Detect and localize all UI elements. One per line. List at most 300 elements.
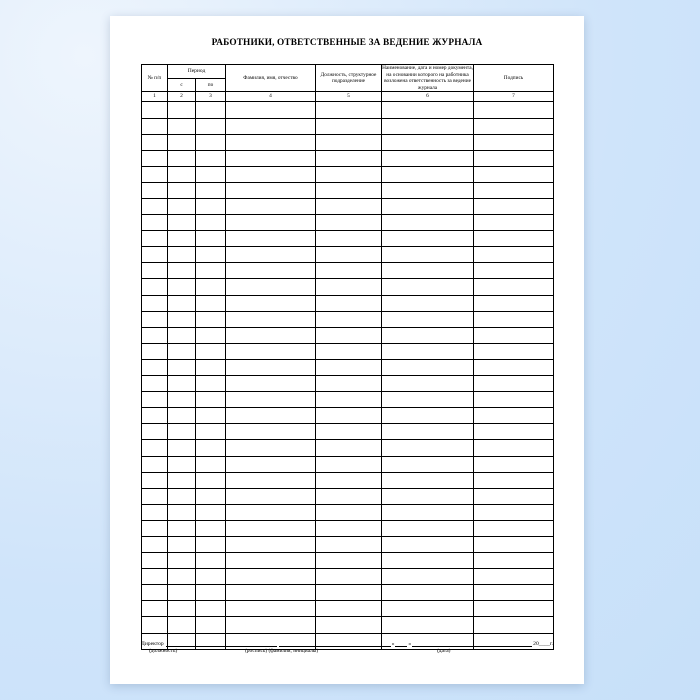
table-cell[interactable] — [196, 569, 226, 585]
table-cell[interactable] — [196, 376, 226, 392]
table-cell[interactable] — [474, 102, 554, 118]
table-cell[interactable] — [226, 279, 316, 295]
table-cell[interactable] — [168, 520, 196, 536]
table-cell[interactable] — [316, 456, 382, 472]
table-cell[interactable] — [226, 182, 316, 198]
table-cell[interactable] — [226, 617, 316, 633]
table-row — [142, 231, 554, 247]
table-cell[interactable] — [196, 488, 226, 504]
table-cell[interactable] — [168, 392, 196, 408]
table-cell[interactable] — [474, 408, 554, 424]
table-cell[interactable] — [142, 408, 168, 424]
table-cell[interactable] — [168, 424, 196, 440]
table-cell[interactable] — [226, 311, 316, 327]
header-row-top — [142, 65, 554, 79]
column-number-2: 2 — [168, 92, 196, 102]
table-cell[interactable] — [226, 215, 316, 231]
table-cell[interactable] — [316, 134, 382, 150]
director-line — [141, 640, 553, 647]
table-cell[interactable] — [226, 456, 316, 472]
table-cell[interactable] — [142, 182, 168, 198]
table-cell[interactable] — [474, 263, 554, 279]
table-cell[interactable] — [196, 199, 226, 215]
table-cell[interactable] — [168, 102, 196, 118]
table-cell[interactable] — [474, 343, 554, 359]
header-cell-signature: Подпись — [474, 65, 554, 92]
table-cell[interactable] — [382, 327, 474, 343]
table-cell[interactable] — [142, 134, 168, 150]
table-cell[interactable] — [196, 263, 226, 279]
table-cell[interactable] — [196, 247, 226, 263]
table-cell[interactable] — [382, 617, 474, 633]
table-row — [142, 488, 554, 504]
table-cell[interactable] — [316, 247, 382, 263]
table-cell[interactable] — [316, 295, 382, 311]
table-cell[interactable] — [226, 150, 316, 166]
table-row — [142, 408, 554, 424]
table-cell[interactable] — [316, 199, 382, 215]
table-row — [142, 247, 554, 263]
table-cell[interactable] — [382, 376, 474, 392]
table-row — [142, 359, 554, 375]
table-cell[interactable] — [226, 102, 316, 118]
table-cell[interactable] — [226, 601, 316, 617]
table-cell[interactable] — [142, 569, 168, 585]
table-cell[interactable] — [168, 311, 196, 327]
table-cell[interactable] — [142, 150, 168, 166]
table-cell[interactable] — [196, 520, 226, 536]
table-cell[interactable] — [168, 295, 196, 311]
table-cell[interactable] — [316, 601, 382, 617]
table-cell[interactable] — [226, 359, 316, 375]
table-cell[interactable] — [226, 504, 316, 520]
table-cell[interactable] — [382, 488, 474, 504]
table-cell[interactable] — [196, 231, 226, 247]
table-row — [142, 327, 554, 343]
table-row — [142, 199, 554, 215]
header-cell-fullname: Фамилия, имя, отчество — [226, 65, 316, 92]
table-cell[interactable] — [382, 553, 474, 569]
table-cell[interactable] — [142, 440, 168, 456]
table-cell[interactable] — [316, 424, 382, 440]
table-cell[interactable] — [316, 553, 382, 569]
table-cell[interactable] — [196, 102, 226, 118]
table-cell[interactable] — [168, 504, 196, 520]
column-number-7: 7 — [474, 92, 554, 102]
table-cell[interactable] — [226, 166, 316, 182]
table-cell[interactable] — [226, 488, 316, 504]
table-cell[interactable] — [196, 585, 226, 601]
table-cell[interactable] — [474, 327, 554, 343]
table-cell[interactable] — [168, 343, 196, 359]
table-cell[interactable] — [196, 456, 226, 472]
table-row — [142, 392, 554, 408]
table-row — [142, 553, 554, 569]
table-cell[interactable] — [196, 553, 226, 569]
director-position-rule — [166, 640, 277, 647]
table-cell[interactable] — [316, 166, 382, 182]
table-row — [142, 343, 554, 359]
table-cell[interactable] — [316, 279, 382, 295]
table-cell[interactable] — [382, 231, 474, 247]
table-cell[interactable] — [196, 359, 226, 375]
table-cell[interactable] — [196, 215, 226, 231]
table-cell[interactable] — [382, 247, 474, 263]
table-row — [142, 311, 554, 327]
table-cell[interactable] — [316, 536, 382, 552]
table-cell[interactable] — [226, 327, 316, 343]
table-cell[interactable] — [196, 617, 226, 633]
table-cell[interactable] — [142, 536, 168, 552]
table-cell[interactable] — [382, 118, 474, 134]
table-cell[interactable] — [196, 311, 226, 327]
table-cell[interactable] — [196, 150, 226, 166]
table-row — [142, 295, 554, 311]
table-row — [142, 263, 554, 279]
table-cell[interactable] — [196, 472, 226, 488]
table-row — [142, 182, 554, 198]
table-cell[interactable] — [168, 617, 196, 633]
table-cell[interactable] — [142, 311, 168, 327]
table-cell[interactable] — [382, 601, 474, 617]
table-row — [142, 472, 554, 488]
table-cell[interactable] — [226, 295, 316, 311]
table-cell[interactable] — [226, 263, 316, 279]
column-number-5: 5 — [316, 92, 382, 102]
table-cell[interactable] — [474, 134, 554, 150]
table-cell[interactable] — [142, 617, 168, 633]
table-row — [142, 166, 554, 182]
table-cell[interactable] — [142, 520, 168, 536]
caption-signature: (роспись) (фамилия, инициалы) — [245, 648, 319, 654]
table-cell[interactable] — [196, 327, 226, 343]
table-cell[interactable] — [474, 617, 554, 633]
table-cell[interactable] — [382, 150, 474, 166]
table-cell[interactable] — [168, 247, 196, 263]
table-cell[interactable] — [316, 263, 382, 279]
table-cell[interactable] — [474, 215, 554, 231]
table-cell[interactable] — [226, 472, 316, 488]
table-cell[interactable] — [474, 392, 554, 408]
table-cell[interactable] — [316, 215, 382, 231]
table-row — [142, 376, 554, 392]
header-row-numbers — [142, 92, 554, 102]
table-cell[interactable] — [382, 295, 474, 311]
table-cell[interactable] — [142, 263, 168, 279]
table-row — [142, 569, 554, 585]
table-cell[interactable] — [142, 166, 168, 182]
table-cell[interactable] — [168, 536, 196, 552]
header-cell-position: Должность, структурное подразделение — [316, 65, 382, 92]
header-cell-period-from: с — [168, 78, 196, 91]
table-cell[interactable] — [142, 488, 168, 504]
table-cell[interactable] — [316, 102, 382, 118]
table-cell[interactable] — [196, 118, 226, 134]
table-cell[interactable] — [316, 359, 382, 375]
table-row — [142, 134, 554, 150]
table-cell[interactable] — [168, 440, 196, 456]
date-day-rule — [395, 640, 407, 647]
table-row — [142, 601, 554, 617]
table-cell[interactable] — [474, 585, 554, 601]
table-cell[interactable] — [226, 199, 316, 215]
table-cell[interactable] — [196, 166, 226, 182]
table-cell[interactable] — [316, 343, 382, 359]
table-cell[interactable] — [474, 150, 554, 166]
table-row — [142, 279, 554, 295]
director-signature-rule — [279, 640, 390, 647]
table-cell[interactable] — [474, 231, 554, 247]
table-cell[interactable] — [474, 472, 554, 488]
column-number-1: 1 — [142, 92, 168, 102]
table-cell[interactable] — [316, 569, 382, 585]
page-title: РАБОТНИКИ, ОТВЕТСТВЕННЫЕ ЗА ВЕДЕНИЕ ЖУРНАЛА — [211, 38, 483, 48]
table-row — [142, 585, 554, 601]
table-cell[interactable] — [226, 440, 316, 456]
table-cell[interactable] — [474, 440, 554, 456]
table-cell[interactable] — [474, 279, 554, 295]
table-cell[interactable] — [226, 343, 316, 359]
table-row — [142, 424, 554, 440]
table-cell[interactable] — [226, 520, 316, 536]
table-row — [142, 504, 554, 520]
table-cell[interactable] — [196, 408, 226, 424]
table-row — [142, 440, 554, 456]
table-cell[interactable] — [316, 472, 382, 488]
header-cell-document: Наименование, дата и номер документа, на основании которого на работника возложена ответственность за ведение журнала — [382, 65, 473, 91]
table-cell[interactable] — [142, 199, 168, 215]
table-cell[interactable] — [168, 569, 196, 585]
table-cell[interactable] — [474, 424, 554, 440]
table-cell[interactable] — [382, 102, 474, 118]
table-header — [142, 65, 554, 102]
table-cell[interactable] — [316, 520, 382, 536]
table-cell[interactable] — [226, 553, 316, 569]
table-cell[interactable] — [316, 327, 382, 343]
table-cell[interactable] — [168, 150, 196, 166]
table-cell[interactable] — [382, 134, 474, 150]
table-cell[interactable] — [168, 118, 196, 134]
table-cell[interactable] — [168, 488, 196, 504]
table-cell[interactable] — [382, 199, 474, 215]
table-row — [142, 215, 554, 231]
table-cell[interactable] — [168, 585, 196, 601]
table-cell[interactable] — [474, 295, 554, 311]
table-row — [142, 456, 554, 472]
table-cell[interactable] — [168, 263, 196, 279]
table-cell[interactable] — [226, 247, 316, 263]
signature-footer — [141, 640, 553, 658]
table-cell[interactable] — [316, 376, 382, 392]
table-cell[interactable] — [196, 424, 226, 440]
table-cell[interactable] — [168, 215, 196, 231]
table-cell[interactable] — [382, 279, 474, 295]
table-cell[interactable] — [196, 601, 226, 617]
caption-position: (должность) — [149, 648, 178, 654]
table-cell[interactable] — [474, 118, 554, 134]
table-cell[interactable] — [226, 231, 316, 247]
table-cell[interactable] — [226, 569, 316, 585]
table-cell[interactable] — [168, 553, 196, 569]
table-cell[interactable] — [474, 311, 554, 327]
table-cell[interactable] — [382, 456, 474, 472]
table-cell[interactable] — [316, 504, 382, 520]
table-cell[interactable] — [168, 472, 196, 488]
table-cell[interactable] — [196, 392, 226, 408]
column-number-6: 6 — [382, 92, 474, 102]
table-cell[interactable] — [168, 359, 196, 375]
director-label: Директор — [141, 641, 164, 647]
table-cell[interactable] — [316, 440, 382, 456]
table-cell[interactable] — [316, 585, 382, 601]
table-cell[interactable] — [168, 231, 196, 247]
table-cell[interactable] — [142, 102, 168, 118]
table-cell[interactable] — [474, 247, 554, 263]
table-cell[interactable] — [382, 359, 474, 375]
table-cell[interactable] — [316, 118, 382, 134]
table-cell[interactable] — [382, 182, 474, 198]
table-cell[interactable] — [382, 392, 474, 408]
table-body — [142, 102, 554, 649]
table-cell[interactable] — [474, 536, 554, 552]
table-cell[interactable] — [226, 376, 316, 392]
table-cell[interactable] — [196, 279, 226, 295]
table-cell[interactable] — [196, 440, 226, 456]
table-cell[interactable] — [168, 134, 196, 150]
table-cell[interactable] — [142, 472, 168, 488]
table-cell[interactable] — [142, 456, 168, 472]
table-row — [142, 118, 554, 134]
table-row — [142, 536, 554, 552]
table-row — [142, 102, 554, 118]
table-cell[interactable] — [382, 166, 474, 182]
column-number-3: 3 — [196, 92, 226, 102]
table-cell[interactable] — [168, 327, 196, 343]
table-cell[interactable] — [474, 488, 554, 504]
date-month-rule — [412, 640, 532, 647]
table-cell[interactable] — [142, 376, 168, 392]
table-cell[interactable] — [382, 215, 474, 231]
document-page — [110, 16, 584, 684]
table-cell[interactable] — [168, 166, 196, 182]
table-cell[interactable] — [382, 585, 474, 601]
footer-captions — [141, 648, 553, 658]
table-cell[interactable] — [142, 215, 168, 231]
column-number-4: 4 — [226, 92, 316, 102]
table-cell[interactable] — [316, 311, 382, 327]
table-cell[interactable] — [226, 585, 316, 601]
table-cell[interactable] — [142, 601, 168, 617]
table-cell[interactable] — [226, 408, 316, 424]
table-cell[interactable] — [382, 504, 474, 520]
table-cell[interactable] — [142, 585, 168, 601]
table-cell[interactable] — [226, 424, 316, 440]
table-cell[interactable] — [382, 472, 474, 488]
table-cell[interactable] — [316, 617, 382, 633]
table-cell[interactable] — [474, 504, 554, 520]
table-row — [142, 520, 554, 536]
caption-date: (дата) — [437, 648, 451, 654]
header-cell-period-group: Период — [168, 65, 226, 79]
table-cell[interactable] — [382, 263, 474, 279]
table-cell[interactable] — [168, 182, 196, 198]
table-cell[interactable] — [196, 182, 226, 198]
table-cell[interactable] — [142, 359, 168, 375]
table-cell[interactable] — [474, 456, 554, 472]
table-cell[interactable] — [316, 392, 382, 408]
header-cell-number: № п/п — [142, 65, 168, 92]
table-cell[interactable] — [142, 118, 168, 134]
table-cell[interactable] — [226, 134, 316, 150]
table-cell[interactable] — [474, 553, 554, 569]
date-year: 20____г. — [533, 641, 554, 647]
table-cell[interactable] — [142, 295, 168, 311]
table-cell[interactable] — [382, 520, 474, 536]
table-cell[interactable] — [382, 569, 474, 585]
table-cell[interactable] — [474, 376, 554, 392]
table-cell[interactable] — [474, 359, 554, 375]
table-cell[interactable] — [316, 182, 382, 198]
table-cell[interactable] — [196, 504, 226, 520]
table-cell[interactable] — [196, 295, 226, 311]
table-cell[interactable] — [142, 424, 168, 440]
table-cell[interactable] — [226, 118, 316, 134]
table-row — [142, 617, 554, 633]
table-cell[interactable] — [142, 231, 168, 247]
table-cell[interactable] — [474, 601, 554, 617]
table-cell[interactable] — [474, 182, 554, 198]
table-cell[interactable] — [142, 392, 168, 408]
table-cell[interactable] — [142, 279, 168, 295]
date-quote-close: » — [408, 641, 412, 647]
table-cell[interactable] — [168, 408, 196, 424]
table-cell[interactable] — [168, 199, 196, 215]
table-cell[interactable] — [474, 520, 554, 536]
table-cell[interactable] — [316, 150, 382, 166]
table-cell[interactable] — [316, 408, 382, 424]
table-cell[interactable] — [474, 199, 554, 215]
table-cell[interactable] — [382, 440, 474, 456]
table-cell[interactable] — [382, 311, 474, 327]
table-cell[interactable] — [226, 392, 316, 408]
table-cell[interactable] — [168, 601, 196, 617]
table-cell[interactable] — [168, 456, 196, 472]
table-cell[interactable] — [316, 488, 382, 504]
table-row — [142, 150, 554, 166]
table-cell[interactable] — [168, 279, 196, 295]
table-cell[interactable] — [196, 536, 226, 552]
table-cell[interactable] — [142, 343, 168, 359]
table-cell[interactable] — [226, 536, 316, 552]
table-cell[interactable] — [316, 231, 382, 247]
table-cell[interactable] — [382, 343, 474, 359]
table-cell[interactable] — [142, 553, 168, 569]
table-cell[interactable] — [196, 343, 226, 359]
table-cell[interactable] — [142, 247, 168, 263]
table-cell[interactable] — [474, 166, 554, 182]
date-quote-open: « — [391, 641, 395, 647]
table-cell[interactable] — [196, 134, 226, 150]
table-cell[interactable] — [382, 408, 474, 424]
table-cell[interactable] — [142, 327, 168, 343]
table-cell[interactable] — [142, 504, 168, 520]
responsible-workers-table — [141, 64, 554, 650]
table-cell[interactable] — [382, 424, 474, 440]
table-cell[interactable] — [168, 376, 196, 392]
table-cell[interactable] — [474, 569, 554, 585]
header-cell-period-to: по — [196, 78, 226, 91]
table-cell[interactable] — [382, 536, 474, 552]
